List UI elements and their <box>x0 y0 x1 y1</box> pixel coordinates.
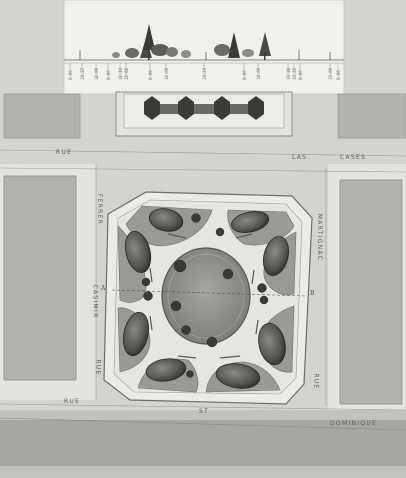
scale-value: 12.00 <box>164 67 169 80</box>
upper-right-block <box>338 94 406 138</box>
scale-value: 13.20 <box>202 67 207 80</box>
label-rue-top-left: RUE <box>56 149 73 156</box>
scale-value: 12.10 <box>118 67 123 80</box>
upper-left-block <box>4 94 80 138</box>
scale-value: 0.00 <box>298 70 303 80</box>
label-cases: CASES <box>340 154 367 161</box>
label-rue-bottom-left: RUE <box>64 398 81 405</box>
scale-value: 14.00 <box>256 67 261 80</box>
central-square <box>104 192 315 404</box>
label-rue-left-mid: RUE <box>94 359 102 376</box>
scale-value: 13.00 <box>328 67 333 80</box>
scale-value: 12.00 <box>94 67 99 80</box>
scale-value: 13.20 <box>292 67 297 80</box>
scale-value: 0.00 <box>148 70 153 80</box>
scale-value: 13.27 <box>80 67 85 80</box>
label-las: LAS <box>292 154 308 161</box>
right-block <box>340 180 402 404</box>
scale-value: 12.80 <box>124 67 129 80</box>
scale-value: 13.36 <box>286 67 291 80</box>
label-dominique: DOMINIQUE <box>330 420 378 427</box>
section-mark-b: B <box>310 290 315 297</box>
upper-monument <box>116 92 292 136</box>
scale-value: 0.00 <box>106 70 111 80</box>
section-mark-a: A <box>101 285 106 292</box>
label-martignac: MARTIGNAC <box>316 213 324 262</box>
label-st: ST <box>199 408 210 415</box>
scale-value: 0.00 <box>336 70 341 80</box>
scale-value: 0.00 <box>242 70 247 80</box>
left-block <box>4 176 76 380</box>
label-casimir: CASIMIR <box>91 284 99 319</box>
scale-value: 0.00 <box>68 70 73 80</box>
label-rue-right-mid: RUE <box>312 373 320 390</box>
label-ferrer: FERRER <box>96 193 104 226</box>
